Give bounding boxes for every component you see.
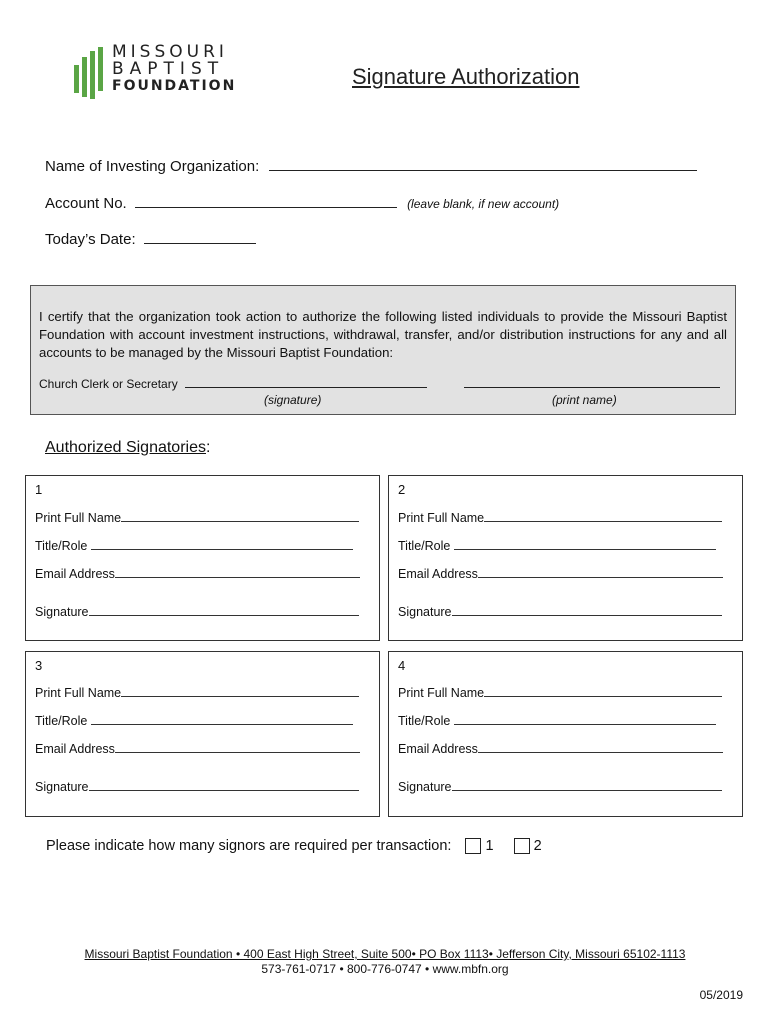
title-line[interactable] xyxy=(454,538,716,550)
logo-bars-icon xyxy=(74,47,104,99)
email-line[interactable] xyxy=(115,566,360,578)
authorized-heading-text: Authorized Signatories xyxy=(45,439,206,456)
name-label: Print Full Name xyxy=(35,511,122,525)
title-line[interactable] xyxy=(454,713,716,725)
name-field[interactable] xyxy=(398,510,722,525)
title-label: Title/Role xyxy=(35,714,88,728)
name-line[interactable] xyxy=(484,685,722,697)
email-label: Email Address xyxy=(35,742,115,756)
clerk-label: Church Clerk or Secretary xyxy=(39,377,178,391)
logo-line-1: MISSOURI xyxy=(112,42,228,62)
logo-line-3: FOUNDATION xyxy=(112,78,237,94)
footer-contact: 573-761-0717 • 800-776-0747 • www.mbfn.org xyxy=(261,962,509,976)
authorized-heading xyxy=(45,439,210,457)
signatory-box-4 xyxy=(388,651,743,817)
signatory-number: 2 xyxy=(398,482,406,497)
org-input-line[interactable] xyxy=(269,156,697,171)
org-label: Name of Investing Organization: xyxy=(45,158,260,175)
signatory-box-1 xyxy=(25,475,380,641)
email-line[interactable] xyxy=(478,566,723,578)
signatory-number: 1 xyxy=(35,482,43,497)
title-line[interactable] xyxy=(91,713,353,725)
clerk-row xyxy=(39,377,720,391)
signatory-box-3 xyxy=(25,651,380,817)
footer xyxy=(0,947,770,977)
email-label: Email Address xyxy=(398,567,478,581)
title-field[interactable] xyxy=(398,538,716,553)
title-line[interactable] xyxy=(91,538,353,550)
signature-caption: (signature) xyxy=(264,393,322,407)
title-field[interactable] xyxy=(35,538,353,553)
date-label: Today’s Date: xyxy=(45,231,136,248)
email-line[interactable] xyxy=(115,741,360,753)
clerk-signature-line[interactable] xyxy=(185,377,427,388)
date-field[interactable] xyxy=(45,229,256,248)
signors-option-2: 2 xyxy=(533,838,542,854)
signors-option-1: 1 xyxy=(485,838,494,854)
signature-line[interactable] xyxy=(452,779,722,791)
print-name-caption: (print name) xyxy=(552,393,617,407)
signors-question-row xyxy=(46,838,542,854)
signature-label: Signature xyxy=(35,605,89,619)
signature-field[interactable] xyxy=(398,779,722,794)
signature-field[interactable] xyxy=(398,604,722,619)
title-label: Title/Role xyxy=(398,539,451,553)
logo-line-2: BAPTIST xyxy=(112,59,225,79)
email-label: Email Address xyxy=(398,742,478,756)
signatory-box-2 xyxy=(388,475,743,641)
form-date-code: 05/2019 xyxy=(699,988,743,1002)
page-title: Signature Authorization xyxy=(352,64,580,89)
name-field[interactable] xyxy=(398,685,722,700)
account-field[interactable] xyxy=(45,193,559,212)
signature-label: Signature xyxy=(35,780,89,794)
name-field[interactable] xyxy=(35,685,359,700)
title-field[interactable] xyxy=(35,713,353,728)
signature-field[interactable] xyxy=(35,604,359,619)
signature-line[interactable] xyxy=(89,604,359,616)
name-line[interactable] xyxy=(484,510,722,522)
email-field[interactable] xyxy=(398,566,723,581)
email-label: Email Address xyxy=(35,567,115,581)
authorized-heading-colon: : xyxy=(205,439,211,456)
org-field[interactable] xyxy=(45,156,697,175)
name-label: Print Full Name xyxy=(398,511,485,525)
title-label: Title/Role xyxy=(35,539,88,553)
email-field[interactable] xyxy=(35,741,360,756)
signature-label: Signature xyxy=(398,605,452,619)
logo xyxy=(112,44,236,95)
name-line[interactable] xyxy=(121,685,359,697)
signature-line[interactable] xyxy=(452,604,722,616)
signature-line[interactable] xyxy=(89,779,359,791)
footer-address: Missouri Baptist Foundation • 400 East High Street, Suite 500• PO Box 1113• Jefferson City, Missouri 65102-1113 xyxy=(84,947,686,961)
email-line[interactable] xyxy=(478,741,723,753)
clerk-print-name-line[interactable] xyxy=(464,377,720,388)
signors-checkbox-1[interactable] xyxy=(465,838,481,854)
signature-label: Signature xyxy=(398,780,452,794)
account-note: (leave blank, if new account) xyxy=(407,197,560,211)
signatory-number: 4 xyxy=(398,658,406,673)
name-label: Print Full Name xyxy=(35,686,122,700)
title-field[interactable] xyxy=(398,713,716,728)
email-field[interactable] xyxy=(398,741,723,756)
date-input-line[interactable] xyxy=(144,229,256,244)
signature-field[interactable] xyxy=(35,779,359,794)
name-field[interactable] xyxy=(35,510,359,525)
title-label: Title/Role xyxy=(398,714,451,728)
certification-box xyxy=(30,285,736,415)
signors-question: Please indicate how many signors are required per transaction: xyxy=(46,838,452,854)
certification-text: I certify that the organization took action to authorize the following listed individuals to provide the Missouri Baptist Foundation with account investment instructions, withdrawal, transfer, and/or distribution instructions for any and all accounts to be managed by the Missouri Baptist Foundation: xyxy=(39,309,727,360)
signatory-number: 3 xyxy=(35,658,43,673)
name-line[interactable] xyxy=(121,510,359,522)
account-input-line[interactable] xyxy=(135,193,397,208)
name-label: Print Full Name xyxy=(398,686,485,700)
account-label: Account No. xyxy=(45,195,127,212)
email-field[interactable] xyxy=(35,566,360,581)
signors-checkbox-2[interactable] xyxy=(514,838,530,854)
